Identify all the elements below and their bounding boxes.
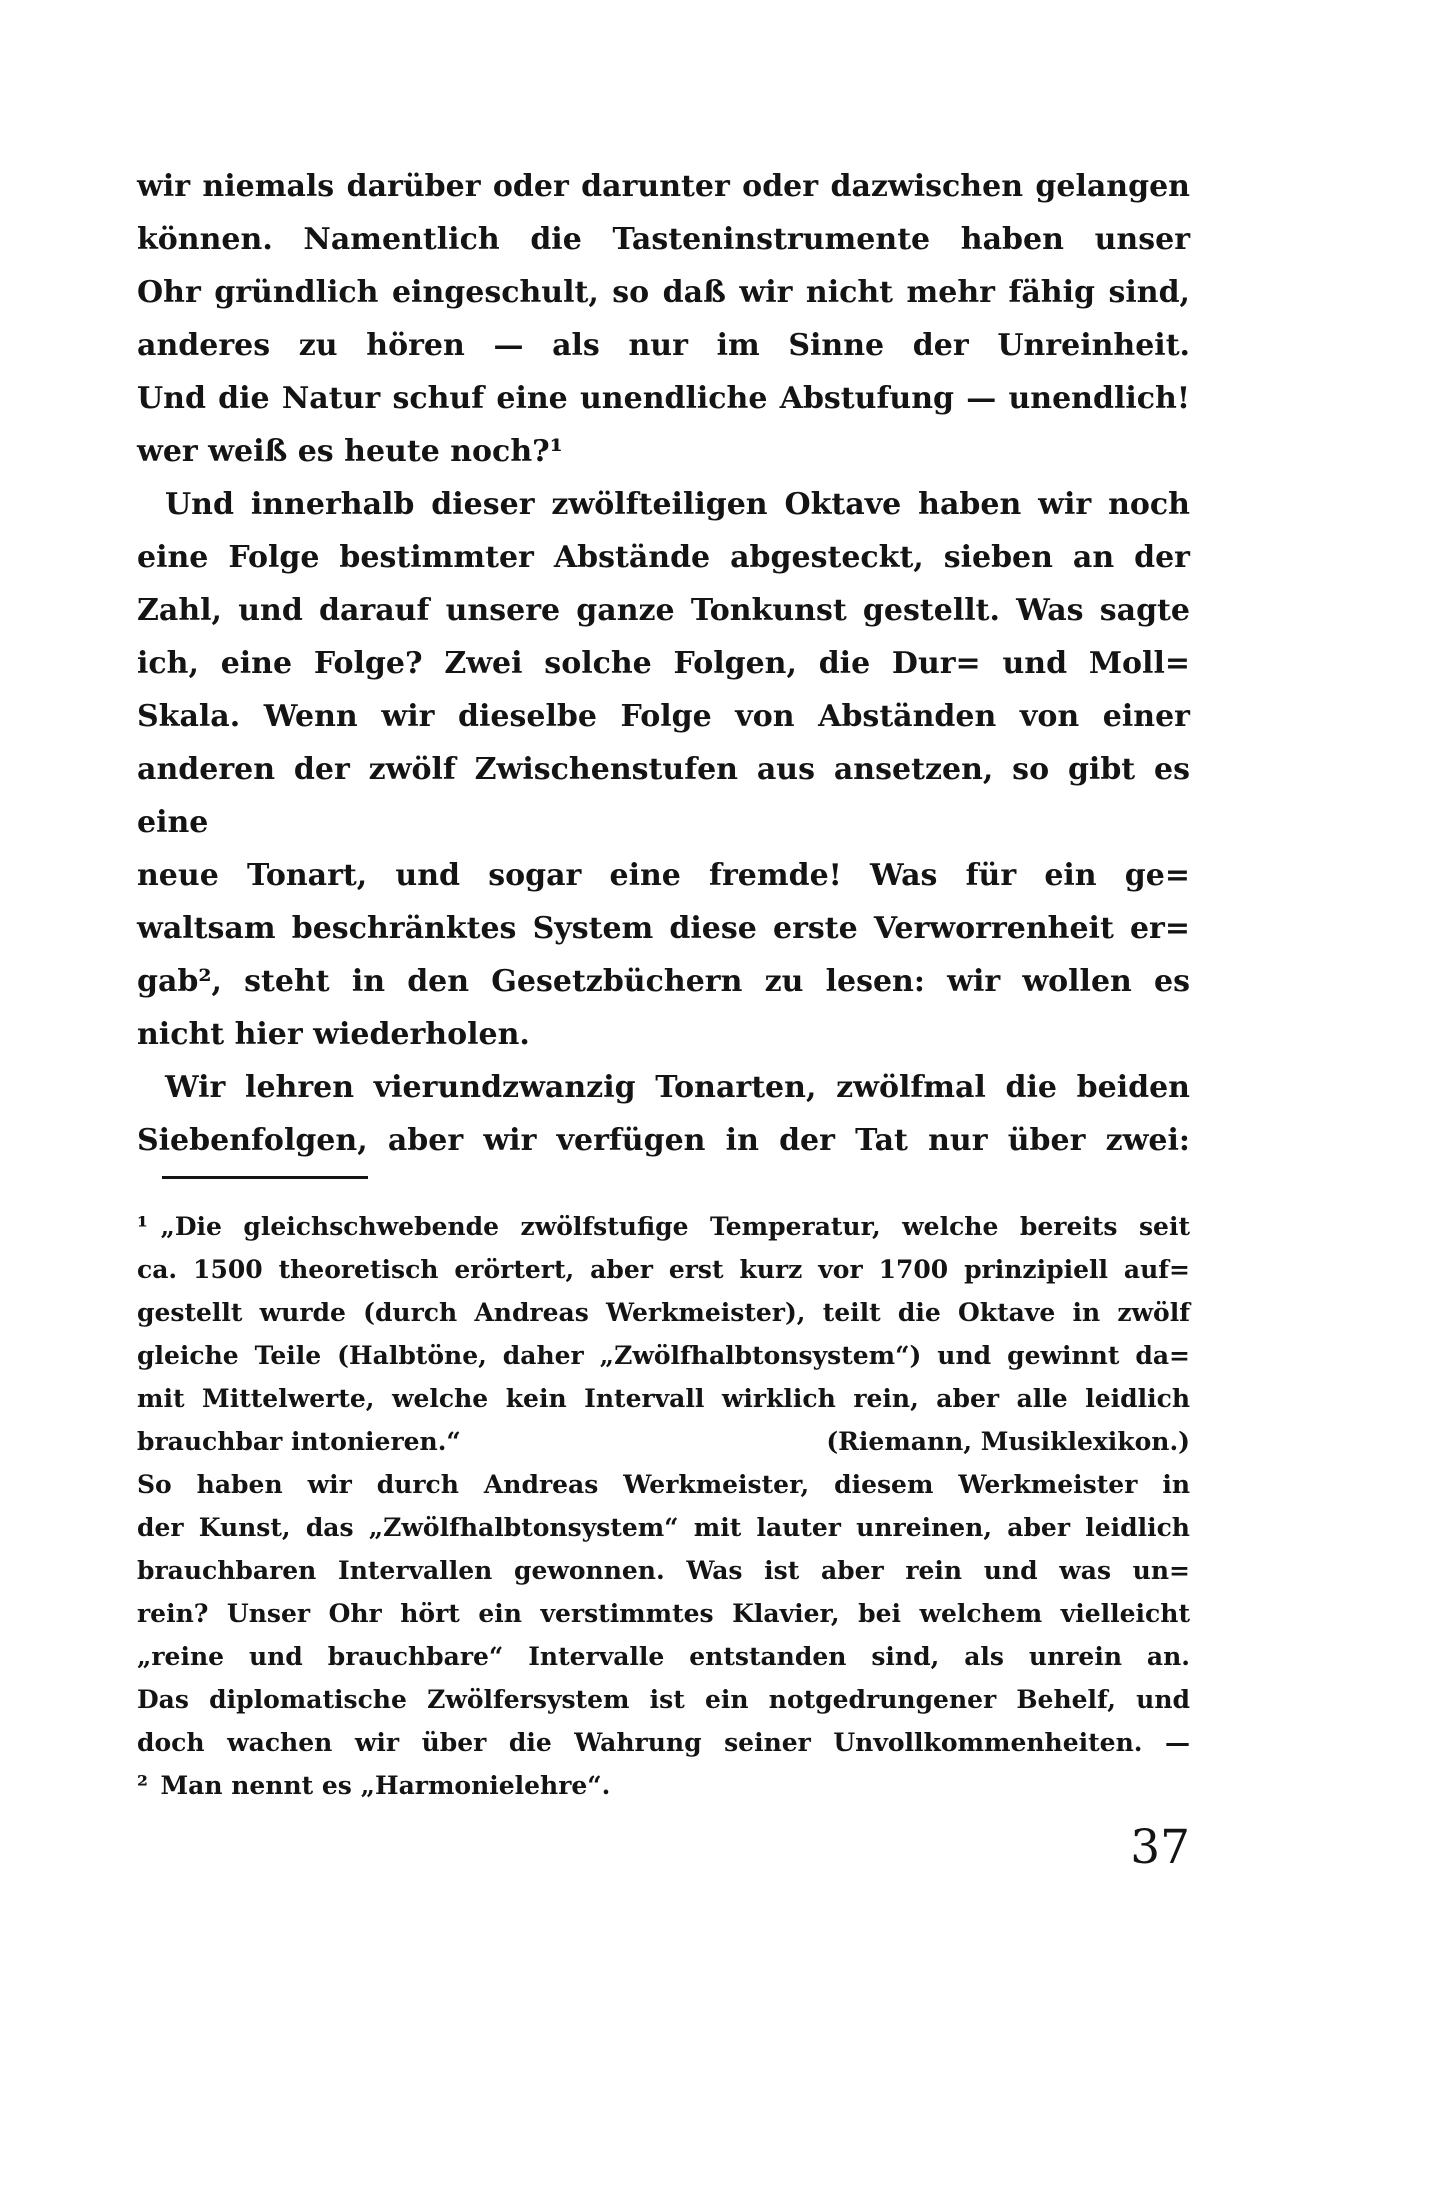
footnote-block (137, 1205, 1190, 1807)
footnote-line: Das diplomatische Zwölfersystem ist ein notgedrungener Behelf, und (137, 1685, 1190, 1714)
paragraph (137, 1061, 1190, 1167)
text-line: neue Tonart, und sogar eine fremde! Was für ein ge= (137, 858, 1190, 893)
text-line: gab², steht in den Gesetzbüchern zu lesen: wir wollen es (137, 964, 1190, 999)
text-line: anderen der zwölf Zwischenstufen aus ansetzen, so gibt es eine (137, 752, 1190, 840)
footnote-line: „reine und brauchbare“ Intervalle entstanden sind, als unrein an. (137, 1642, 1190, 1671)
text-line: anderes zu hören — als nur im Sinne der Unreinheit. (137, 328, 1190, 363)
footnote-attribution: (Riemann, Musiklexikon.) (826, 1427, 1190, 1456)
text-line: Wir lehren vierundzwanzig Tonarten, zwölfmal die beiden (165, 1070, 1190, 1105)
paragraph (137, 478, 1190, 1061)
footnote-line: rein? Unser Ohr hört ein verstimmtes Klavier, bei welchem vielleicht (137, 1599, 1190, 1628)
footnote-separator-rule (162, 1176, 368, 1179)
text-line: wer weiß es heute noch?¹ (137, 434, 563, 469)
footnote-line: ca. 1500 theoretisch erörtert, aber erst kurz vor 1700 prinzipiell auf= (137, 1255, 1190, 1284)
text-line: eine Folge bestimmter Abstände abgesteckt, sieben an der (137, 540, 1190, 575)
text-line: Und innerhalb dieser zwölfteiligen Oktave haben wir noch (165, 487, 1190, 522)
footnote-line (137, 1420, 1190, 1463)
text-line: Und die Natur schuf eine unendliche Abstufung — unendlich! (137, 381, 1190, 416)
body-text (137, 160, 1190, 1167)
footnote-line: gleiche Teile (Halbtöne, daher „Zwölfhalbtonsystem“) und gewinnt da= (137, 1341, 1190, 1370)
footnote-line: gestellt wurde (durch Andreas Werkmeister), teilt die Oktave in zwölf (137, 1298, 1190, 1327)
footnote-line: doch wachen wir über die Wahrung seiner Unvollkommenheiten. — (137, 1728, 1190, 1757)
text-line: Siebenfolgen, aber wir verfügen in der Tat nur über zwei: (137, 1123, 1190, 1158)
text-line: wir niemals darüber oder darunter oder dazwischen gelangen (137, 169, 1190, 204)
footnote-line: ¹ „Die gleichschwebende zwölfstufige Temperatur, welche bereits seit (137, 1212, 1190, 1241)
page-number: 37 (1130, 1820, 1190, 1875)
footnote-line: ² Man nennt es „Harmonielehre“. (137, 1771, 611, 1800)
footnote-line: brauchbaren Intervallen gewonnen. Was ist aber rein und was un= (137, 1556, 1190, 1585)
footnote-text: brauchbar intonieren.“ (137, 1427, 461, 1456)
text-line: nicht hier wiederholen. (137, 1017, 530, 1052)
footnote-line: der Kunst, das „Zwölfhalbtonsystem“ mit lauter unreinen, aber leidlich (137, 1513, 1190, 1542)
text-line: Ohr gründlich eingeschult, so daß wir nicht mehr fähig sind, (137, 275, 1190, 310)
text-line: können. Namentlich die Tasteninstrumente haben unser (137, 222, 1190, 257)
text-line: Zahl, und darauf unsere ganze Tonkunst gestellt. Was sagte (137, 593, 1190, 628)
text-line: ich, eine Folge? Zwei solche Folgen, die Dur= und Moll= (137, 646, 1190, 681)
text-line: waltsam beschränktes System diese erste Verworrenheit er= (137, 911, 1190, 946)
footnote-line: So haben wir durch Andreas Werkmeister, diesem Werkmeister in (137, 1470, 1190, 1499)
text-line: Skala. Wenn wir dieselbe Folge von Abständen von einer (137, 699, 1190, 734)
paragraph (137, 160, 1190, 478)
footnote-line: mit Mittelwerte, welche kein Intervall wirklich rein, aber alle leidlich (137, 1384, 1190, 1413)
